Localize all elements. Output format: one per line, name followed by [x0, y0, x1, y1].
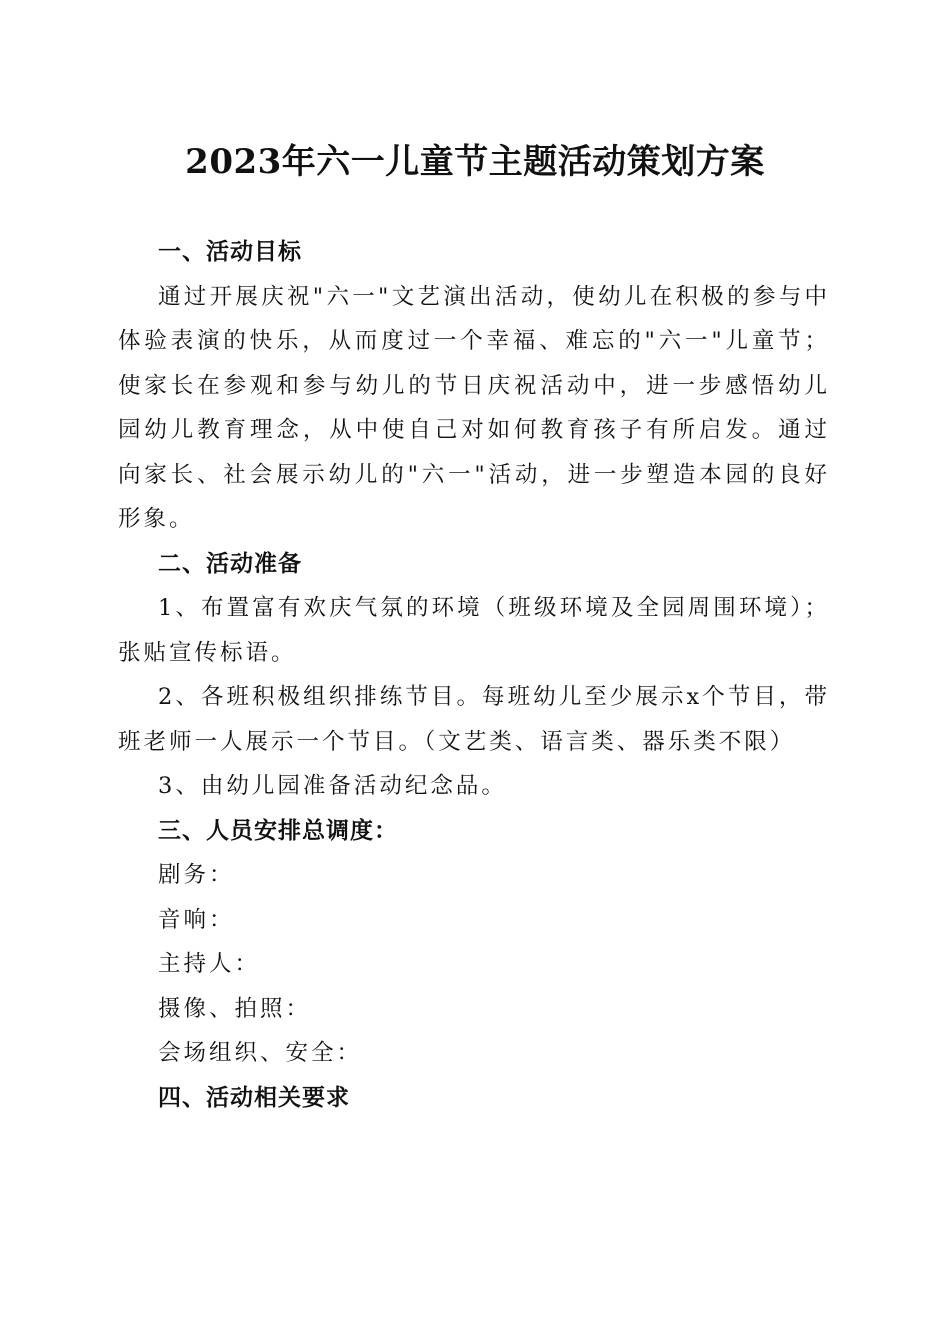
section-heading-preparation: 二、活动准备 — [158, 550, 302, 577]
section-heading-requirements: 四、活动相关要求 — [158, 1084, 350, 1111]
preparation-item-3: 3、由幼儿园准备活动纪念品。 — [158, 773, 507, 799]
staffing-item-stage: 剧务： — [158, 862, 235, 888]
section-heading-goals: 一、活动目标 — [158, 239, 302, 265]
section-heading-staffing: 三、人员安排总调度： — [158, 817, 398, 844]
document-body — [118, 230, 830, 1120]
preparation-item-2: 2、各班积极组织排练节目。每班幼儿至少展示x个节目，带班老师一人展示一个节目。（文艺类、语言类、器乐类不限） — [118, 684, 830, 755]
staffing-item-photo: 摄像、拍照： — [158, 995, 312, 1022]
staffing-item-sound: 音响： — [158, 906, 235, 933]
document-title: 2023年六一儿童节主题活动策划方案 — [185, 142, 765, 182]
staffing-item-host: 主持人： — [158, 951, 261, 977]
staffing-item-venue-safety: 会场组织、安全： — [158, 1040, 363, 1066]
goals-paragraph: 通过开展庆祝"六一"文艺演出活动，使幼儿在积极的参与中体验表演的快乐，从而度过一个幸福、难忘的"六一"儿童节；使家长在参观和参与幼儿的节日庆祝活动中，进一步感悟幼儿园幼儿教育理念，从中使自己对如何教育孩子有所启发。通过向家长、社会展示幼儿的"六一"活动，进一步塑造本园的良好形象。 — [118, 283, 830, 532]
preparation-item-1: 1、布置富有欢庆气氛的环境（班级环境及全园周围环境）；张贴宣传标语。 — [118, 595, 830, 666]
